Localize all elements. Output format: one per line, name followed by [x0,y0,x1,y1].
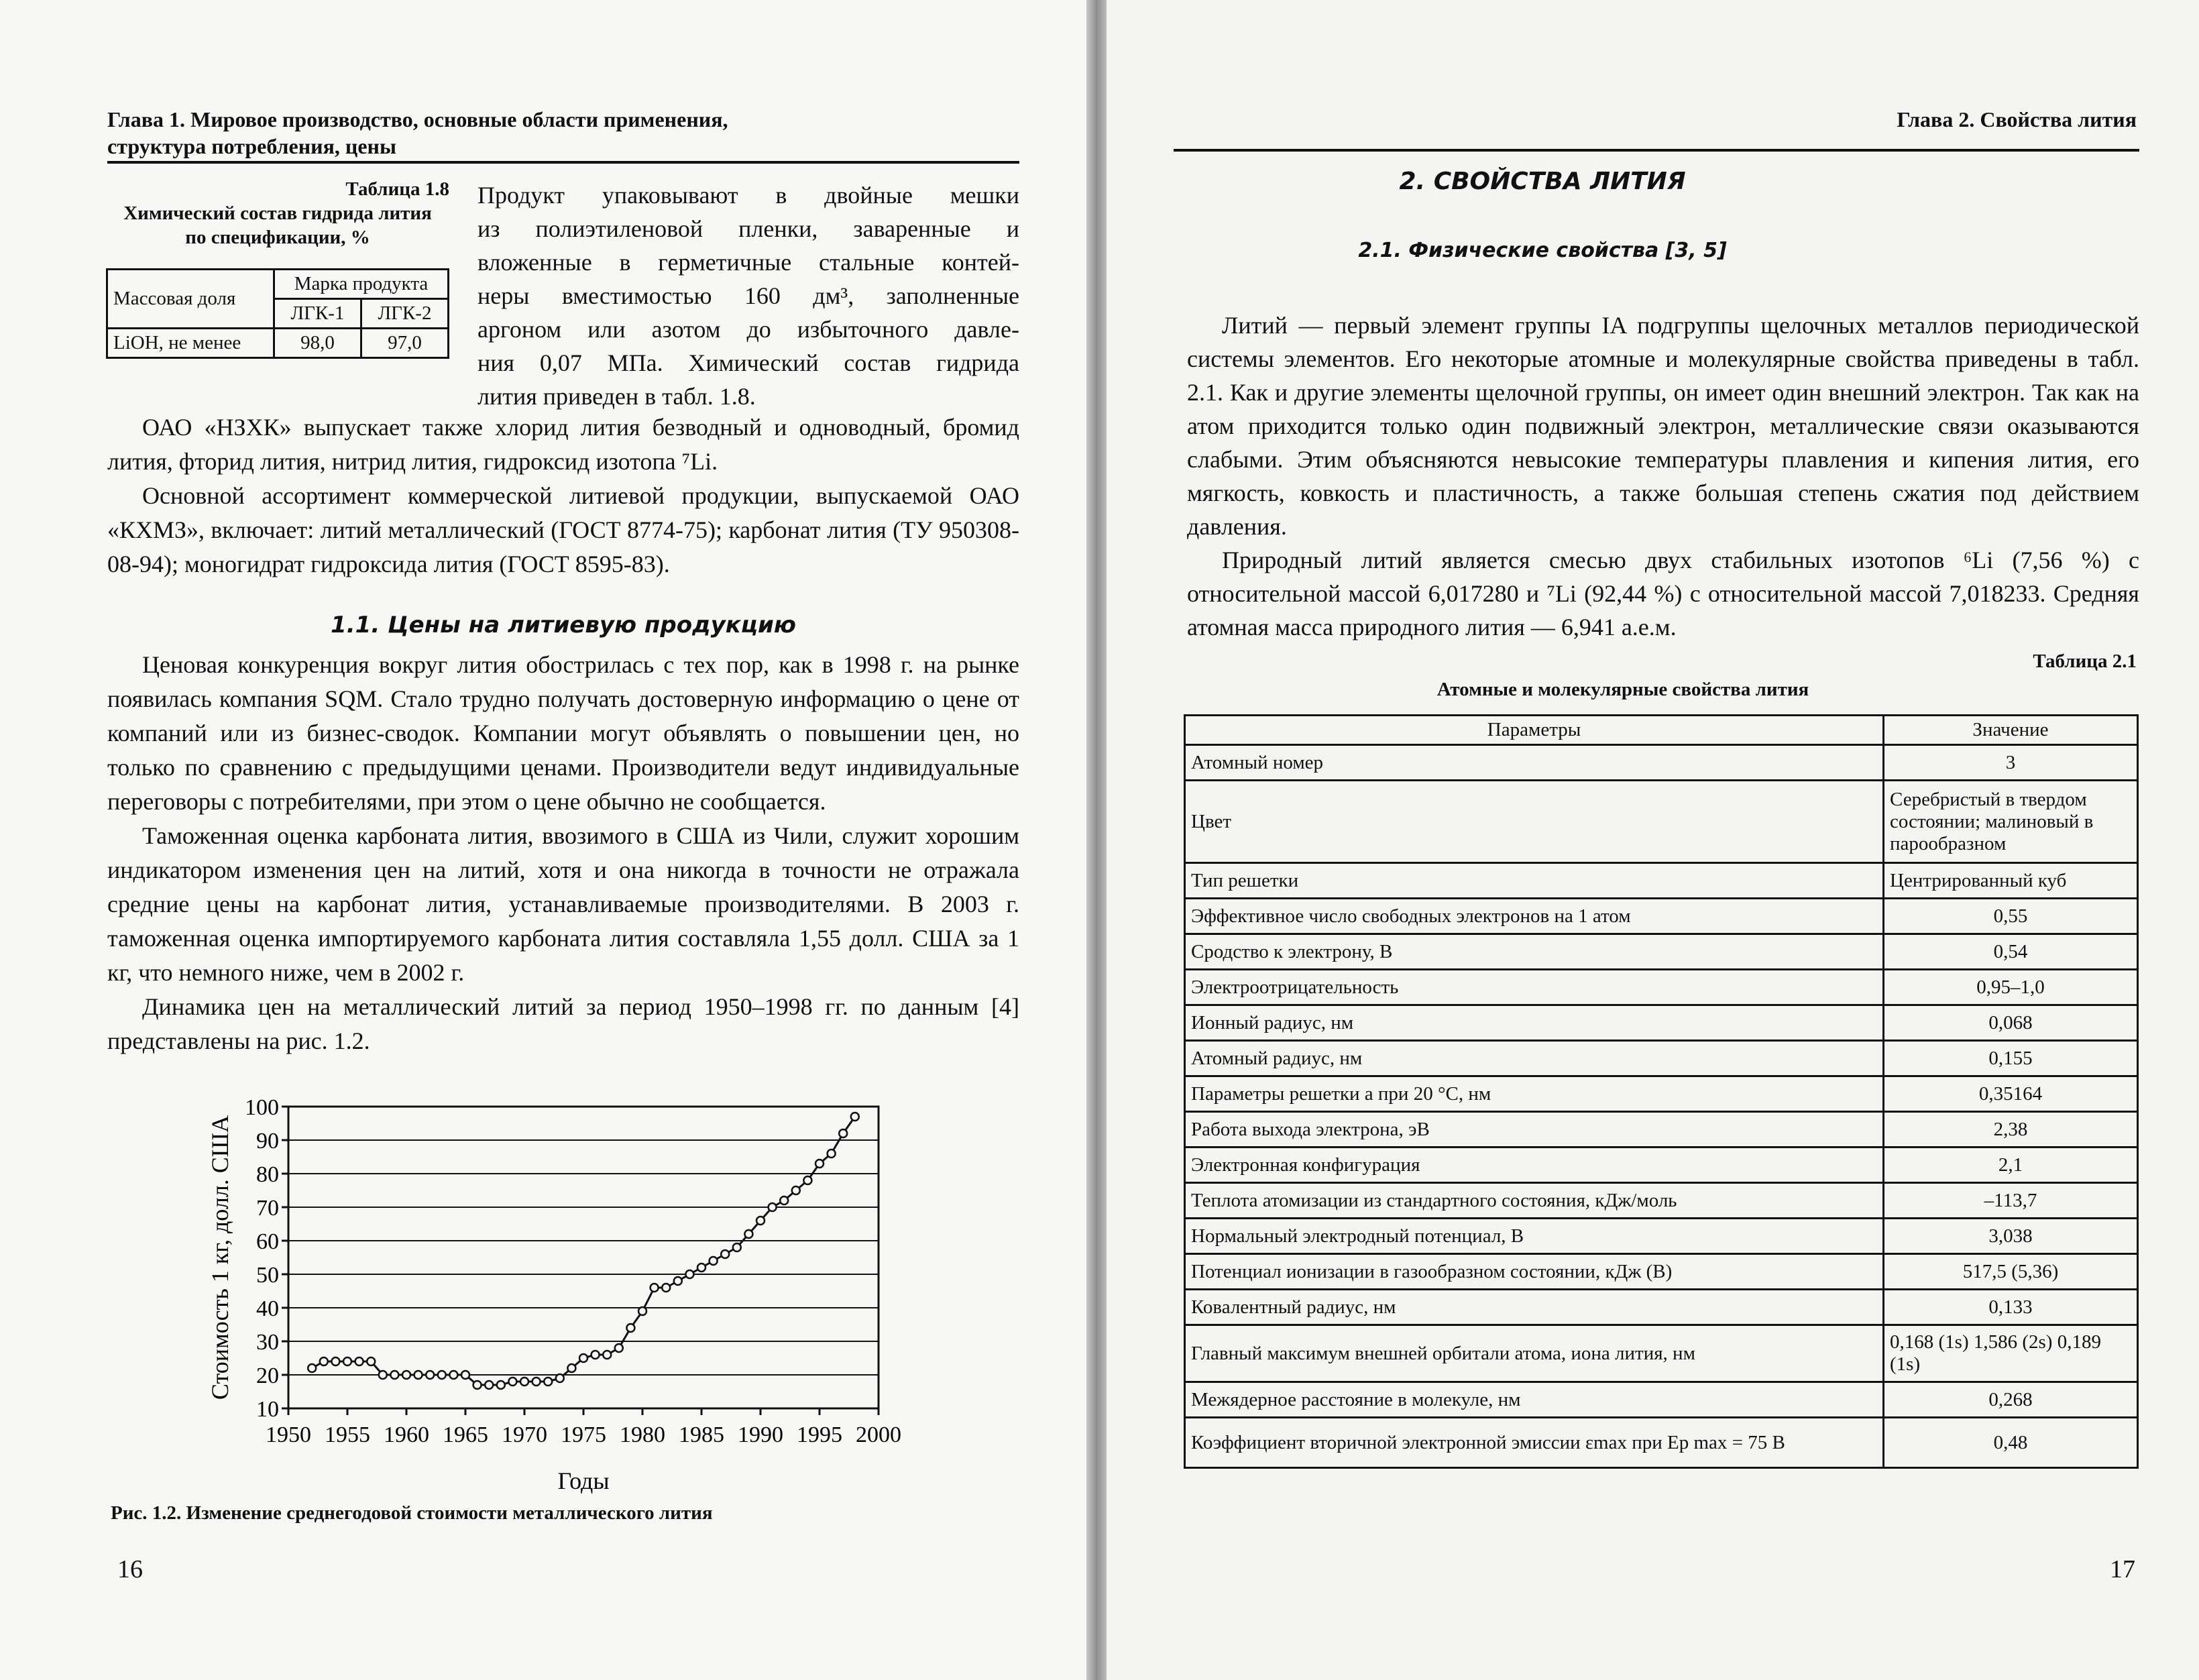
left-header-line-2: структура потребления, цены [107,134,396,158]
y-tick-label: 20 [256,1363,279,1388]
table-2-1-param: Тип решетки [1185,863,1884,899]
table-2-1-header-value: Значение [1884,716,2138,745]
table-2-1-value: 3 [1884,745,2138,781]
left-header-rule [107,161,1019,164]
table-2-1-value: Серебристый в твердом состоянии; малиновый в парообразном [1884,781,2138,863]
intro-line: ния 0,07 МПа. Химический состав гидрида [477,349,1019,376]
data-point [426,1371,434,1379]
table-2-1-param: Потенциал ионизации в газообразном состоянии, кДж (В) [1185,1254,1884,1290]
y-axis-label: Стоимость 1 кг, долл. США [207,1115,233,1400]
x-tick-label: 1990 [738,1422,783,1447]
book-gutter [1086,0,1107,1680]
intro-line: неры вместимостью 160 дм³, заполненные [477,282,1019,309]
data-point [733,1243,741,1251]
data-point [320,1357,328,1365]
right-body [1187,309,2139,644]
right-header-rule [1174,149,2139,152]
data-point [461,1371,469,1379]
table-2-1-row [1185,970,2138,1005]
table-1-8-value-2: 97,0 [361,329,448,358]
table-2-1-row [1185,1112,2138,1147]
left-header-line-1: Глава 1. Мировое производство, основные области применения, [107,107,728,131]
table-2-1-row [1185,1382,2138,1418]
chapter-title: 2. СВОЙСТВА ЛИТИЯ [1399,168,1686,195]
data-point [780,1196,788,1205]
table-2-1-value: 0,133 [1884,1290,2138,1325]
x-axis-label: Годы [557,1467,610,1494]
x-tick-label: 1985 [679,1422,724,1447]
paragraph-competition: Ценовая конкуренция вокруг лития обострилась с тех пор, как в 1998 г. на рынке появилась компания SQM. Стало трудно получать достоверную информацию о цене от компаний или из бизнес-сводок. Компании могут объявлять о повышении цен, но только по сравнению с предыдущими ценами. Производители ведут индивидуальные переговоры с потребителями, при этом о цене обычно не сообщается. [107,651,1019,815]
table-1-8-title-2: по спецификации, % [185,227,370,248]
x-tick-label: 1965 [443,1422,488,1447]
x-tick-label: 1950 [266,1422,311,1447]
data-point [710,1257,718,1265]
table-1-8-row-label: LiOH, не менее [107,329,274,358]
table-2-1-row [1185,934,2138,970]
intro-line: аргоном или азотом до избыточного давле- [477,316,1019,343]
intro-line: лития приведен в табл. 1.8. [477,383,756,410]
table-2-1-value: 517,5 (5,36) [1884,1254,2138,1290]
data-point [591,1351,600,1359]
table-2-1-row [1185,781,2138,863]
table-2-1 [1184,714,2139,1469]
paragraph-dynamics: Динамика цен на металлический литий за период 1950–1998 гг. по данным [4] представлены на рис. 1.2. [107,993,1019,1054]
data-point [638,1307,646,1315]
table-2-1-param: Межядерное расстояние в молекуле, нм [1185,1382,1884,1418]
data-point [379,1371,387,1379]
table-1-8-title-1: Химический состав гидрида лития [123,203,432,224]
table-2-1-row [1185,1325,2138,1382]
table-2-1-param: Параметры решетки a при 20 °C, нм [1185,1076,1884,1112]
data-point [532,1378,541,1386]
table-2-1-row [1185,1076,2138,1112]
table-2-1-row [1185,1418,2138,1468]
table-2-1-row [1185,1183,2138,1219]
page-number-right: 17 [2110,1555,2135,1583]
x-tick-label: 1975 [561,1422,606,1447]
data-point [556,1374,564,1382]
y-tick-label: 60 [256,1229,279,1254]
table-2-1-param: Атомный номер [1185,745,1884,781]
data-point [520,1378,528,1386]
price-series-line [312,1117,855,1385]
table-2-1-param: Коэффициент вторичной электронной эмиссии εmax при Ep max = 75 В [1185,1418,1884,1468]
table-2-1-row [1185,1005,2138,1041]
data-point [567,1364,575,1372]
data-point [815,1160,824,1168]
data-point [544,1378,552,1386]
data-point [662,1284,670,1292]
left-body-bottom [107,648,1019,1058]
table-1-8-col-header: Массовая доля [107,270,274,329]
table-2-1-value: 0,54 [1884,934,2138,970]
table-2-1-param: Электроотрицательность [1185,970,1884,1005]
table-2-1-value: Центрированный куб [1884,863,2138,899]
paragraph-khmz: Основной ассортимент коммерческой литиевой продукции, выпускаемой ОАО «КХМЗ», включает: литий металлический (ГОСТ 8774-75); карбонат лития (ТУ 950308-08-94); моногидрат гидроксида лития (ГОСТ 8595-83). [107,482,1019,577]
table-2-1-param: Ионный радиус, нм [1185,1005,1884,1041]
data-point [473,1381,482,1389]
y-tick-label: 70 [256,1196,279,1221]
data-point [390,1371,398,1379]
table-2-1-param: Теплота атомизации из стандартного состояния, кДж/моль [1185,1183,1884,1219]
paragraph-isotopes: Природный литий является смесью двух стабильных изотопов ⁶Li (7,56 %) с относительной массой 6,017280 и ⁷Li (92,44 %) с относительной массой 7,018233. Средняя атомная масса природного лития — 6,941 а.е.м. [1187,547,2139,640]
data-point [615,1344,623,1352]
table-1-8-caption [106,177,449,249]
data-point [792,1186,800,1194]
data-point [449,1371,457,1379]
x-tick-label: 1960 [384,1422,429,1447]
y-tick-label: 10 [256,1397,279,1422]
paragraph-lithium-intro: Литий — первый элемент группы IA подгруппы щелочных металлов периодической системы элементов. Его некоторые атомные и молекулярные свойства приведены в табл. 2.1. Как и другие элементы щелочной группы, он имеет один внешний электрон. Так как на атом приходится только один подвижный электрон, металлические связи оказываются слабыми. Этим объясняются невысокие температуры плавления и кипения лития, его мягкость, ковкость и пластичность, а также большая степень сжатия под действием давления. [1187,312,2139,540]
table-2-1-row [1185,1290,2138,1325]
table-2-1-param: Ковалентный радиус, нм [1185,1290,1884,1325]
data-point [579,1354,587,1362]
y-tick-label: 100 [245,1095,279,1120]
x-tick-label: 1980 [620,1422,665,1447]
table-2-1-value: 3,038 [1884,1219,2138,1254]
table-2-1-param: Главный максимум внешней орбитали атома, иона лития, нм [1185,1325,1884,1382]
table-2-1-number: Таблица 2.1 [2033,651,2137,672]
y-tick-label: 90 [256,1129,279,1154]
table-2-1-param: Эффективное число свободных электронов на 1 атом [1185,899,1884,934]
right-page [1107,0,2199,1680]
data-point [744,1230,752,1238]
intro-paragraph [477,178,1019,413]
x-tick-label: 1955 [325,1422,370,1447]
data-point [721,1250,729,1258]
table-2-1-value: 0,48 [1884,1418,2138,1468]
data-point [828,1150,836,1158]
data-point [626,1324,634,1332]
table-1-8-group-header: Марка продукта [274,270,449,299]
y-tick-label: 40 [256,1296,279,1321]
y-tick-label: 30 [256,1330,279,1355]
left-body-top [107,410,1019,581]
data-point [674,1277,682,1285]
table-2-1-param: Атомный радиус, нм [1185,1041,1884,1076]
paragraph-nzhk: ОАО «НЗХК» выпускает также хлорид лития безводный и одноводный, бромид лития, фторид лития, нитрид лития, гидроксид изотопа ⁷Li. [107,414,1019,475]
plot-area [288,1107,879,1408]
data-point [839,1129,847,1137]
left-page [0,0,1086,1680]
figure-1-2-caption: Рис. 1.2. Изменение среднегодовой стоимости металлического лития [111,1502,713,1524]
table-2-1-value: 0,95–1,0 [1884,970,2138,1005]
table-1-8-sub-1: ЛГК-1 [274,299,361,329]
table-2-1-value: 2,1 [1884,1147,2138,1183]
x-tick-label: 1995 [797,1422,842,1447]
data-point [485,1381,493,1389]
table-2-1-param: Работа выхода электрона, эВ [1185,1112,1884,1147]
right-running-header: Глава 2. Свойства лития [1897,107,2137,131]
paragraph-customs: Таможенная оценка карбоната лития, ввозимого в США из Чили, служит хорошим индикатором изменения цен на литий, хотя и она никогда в точности не отражала средние цены на карбонат лития, устанавливаемые производителями. В 2003 г. таможенная оценка импортируемого карбоната лития составляла 1,55 долл. США за 1 кг, что немного ниже, чем в 2002 г. [107,822,1019,986]
table-1-8-number: Таблица 1.8 [345,178,449,200]
data-point [769,1203,777,1211]
data-point [697,1264,706,1272]
data-point [343,1357,351,1365]
table-2-1-row [1185,1219,2138,1254]
data-point [367,1357,375,1365]
table-2-1-row [1185,1254,2138,1290]
data-point [308,1364,316,1372]
table-1-8-sub-2: ЛГК-2 [361,299,448,329]
data-point [438,1371,446,1379]
intro-line: Продукт упаковывают в двойные мешки [477,182,1019,209]
table-2-1-title: Атомные и молекулярные свойства лития [1436,679,1809,700]
table-2-1-header-params: Параметры [1185,716,1884,745]
intro-line: из полиэтиленовой пленки, заваренные и [477,215,1019,242]
data-point [851,1113,859,1121]
table-2-1-row [1185,1041,2138,1076]
subsection-2-1: 2.1. Физические свойства [3, 5] [1358,239,1727,262]
table-2-1-row [1185,899,2138,934]
x-tick-label: 2000 [856,1422,901,1447]
table-2-1-row [1185,1147,2138,1183]
section-heading-1-1: 1.1. Цены на литиевую продукцию [331,612,796,638]
table-2-1-param: Цвет [1185,781,1884,863]
y-tick-label: 80 [256,1162,279,1187]
table-2-1-value: 0,168 (1s) 1,586 (2s) 0,189 (1s) [1884,1325,2138,1382]
table-2-1-value: 0,155 [1884,1041,2138,1076]
table-1-8 [106,268,449,359]
data-point [497,1381,505,1389]
table-2-1-param: Нормальный электродный потенциал, В [1185,1219,1884,1254]
table-1-8-value-1: 98,0 [274,329,361,358]
table-2-1-row [1185,745,2138,781]
table-2-1-value: 0,268 [1884,1382,2138,1418]
intro-line: вложенные в герметичные стальные контей- [477,249,1019,276]
price-line-chart [201,1093,966,1509]
data-point [402,1371,410,1379]
data-point [685,1270,693,1278]
table-2-1-param: Сродство к электрону, В [1185,934,1884,970]
table-2-1-value: 2,38 [1884,1112,2138,1147]
data-point [508,1378,516,1386]
data-point [651,1284,659,1292]
data-point [414,1371,422,1379]
data-point [756,1217,765,1225]
table-2-1-value: 0,35164 [1884,1076,2138,1112]
data-point [355,1357,363,1365]
left-running-header [107,106,728,160]
table-2-1-row [1185,863,2138,899]
x-tick-label: 1970 [502,1422,547,1447]
table-2-1-value: 0,55 [1884,899,2138,934]
data-point [331,1357,339,1365]
table-2-1-value: 0,068 [1884,1005,2138,1041]
data-point [803,1176,811,1184]
table-2-1-param: Электронная конфигурация [1185,1147,1884,1183]
y-tick-label: 50 [256,1263,279,1288]
page-number-left: 16 [117,1555,143,1583]
data-point [603,1351,611,1359]
table-2-1-value: –113,7 [1884,1183,2138,1219]
